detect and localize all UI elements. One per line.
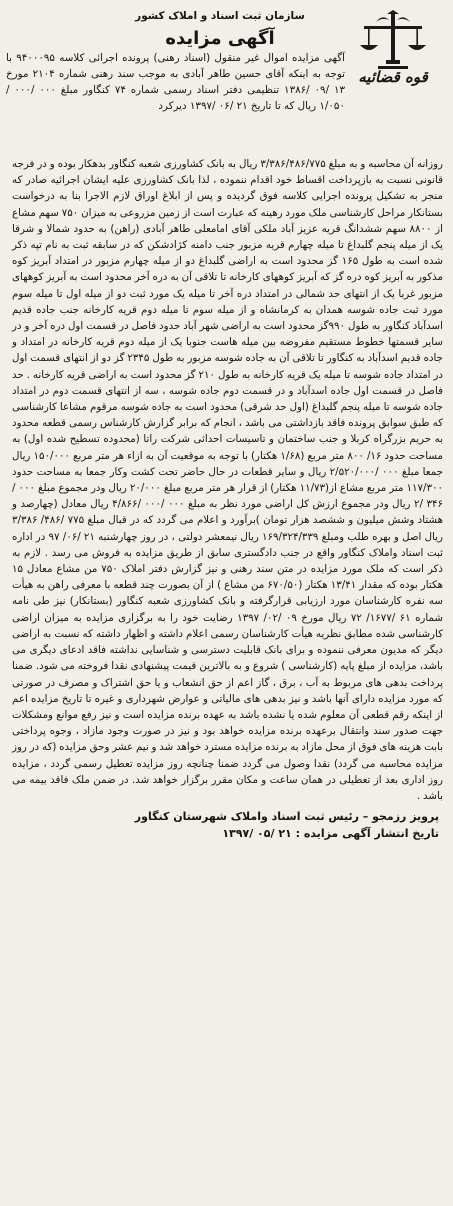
signature-line: پرویز رزمجو – رئیس ثبت اسناد واملاک شهرستان کنگاور (134, 810, 439, 824)
publication-date: تاریخ انتشار آگهی مزایده : ۲۱ /۰۵ /۱۳۹۷ (222, 827, 439, 841)
notice-body: روزانه آن محاسبه و به مبلغ ۳/۳۸۶/۴۸۶/۷۷۵ ریال به بانک کشاورزی شعبه کنگاور بدهکار بوده و در فرجه قانونی نسبت به بازپرداخت اقساط خود اقدام ننموده ، لذا بانک کشاورزی علیه ایشان اجرائیه صادر که منجر به تشکیل پرونده اجرایی کلاسه فوق گردیده و پس از ابلاغ اوراق لازم الاجرا بنا به درخواست بستانکار مراحل کارشناسی ملک مورد رهینه که عبارت است از زمین مزروعی به میزان ۷۵۰ سهم مشاع از ۸۸۰۰ سهم ششدانگ قریه عزیز آباد ملکی آقای امامعلی طاهر آبادی (راهن) به حدود شمالا و شرقا یک از میله پنجم گلبداغ تا میله چهارم قریه مزبور جنب دامنه کژادشکن که در سابقه ثبت به نام تپه ذکر شده است به طول ۱۶۵ گز محدود است به اراضی گلبداغ دو از میله چهارم مزبور در امتداد آبریز کوه مذکور به آبریز کوه دره گز که آبریز کوههای کارخانه تا تلاقی آن به دره آخر محدود است به آبریز کوههای مزبور غربا یک از انتهای حد شمالی در امتداد دره آخر تا میله یک مورد ثبت دو از میله اول تا میله سوم مورد ثبت جاده شوسه همدان به کرمانشاه و از میله سوم تا میله دوم قریه کارخانه جنب جاده قدیم اسدآباد کنگاور به طول ۹۹۰گز محدود است به اراضی شهر آباد حدود فاصل در قسمت اول دره آخر و در سایر قسمتها خطوط مستقیم مفروضه بین میله هاست جنوبا یک از میله دوم قریه کارخانه در امتداد و جاده قدیم اسدآباد به کنگاور تا تلاقی آن به جاده شوسه مزبور به طول ۲۳۴۵ گز دو از انتهای قسمت اول در امتداد جاده شوسه تا میله یک قریه کارخانه به طول ۲۱۰ گز محدود است به اراضی قریه کارخانه . حد فاصل در قسمت اول جاده اسدآباد و در قسمت دوم جاده شوسه ، سه از انتهای قسمت دوم در امتداد جاده شوسه تا میله پنجم گلبداغ (اول حد شرقی) محدود است به جاده شوسه مرقوم مشاعا کارشناسی که طبق سوابق پرونده فاقد بازداشتی می باشد ، انجام که برابر گزارش کارشناس رسمی قطعه محدود به حریم بزرگراه کربلا و جنب ساختمان و تاسیسات احداثی شرکت راتا (محدوده تسطیح شده اول) به مساحت حدود ۱۶/ ۸۰۰ متر مربع (۱/۶۸ هکتار) با توجه به موقعیت آن به ازاء هر متر مربع ۱۵۰/۰۰۰ ریال جمعا مبلغ ۰۰۰ /۲/۵۲۰/۰۰۰ ریال و سایر قطعات در حال حاضر تحت کشت وکار جمعا به مساحت حدود ۱۱۷/۳۰۰ متر مربع مشاع از(۱۱/۷۳ هکتار) از قرار هر متر مربع مبلغ ۲۰/۰۰۰ ریال ودر مجموع مبلغ ۰۰۰ /۳۴۶ /۲ ریال ودر مجموع ارزش کل اراضی مورد نظر به مبلغ ۰۰۰ /۰۰۰ /۴/۸۶۶ ریال معادل (چهارصد و هشتاد وشش میلیون و ششصد هزار تومان )برآورد و اعلام می گردد که در قبال مبلغ ۷۷۵ /۴۸۶/ ۳/۳۸۶ ریال اصل و بهره طلب ومبلغ ۱۶۹/۳۲۴/۳۳۹ ریال نیمعشر دولتی ، در روز چهارشنبه ۲۱ /۰۶/ ۹۷ در اداره ثبت اسناد واملاک کنگاور واقع در جنب دادگستری سابق از طریق مزایده به فروش می رسد . لازم به ذکر است که ملک مورد مزایده در متن سند رهنی و نیز گزارش دفتر املاک ۷۵۰ من مشاع معادل ۱۵ هکتار بوده که مقدار ۱۳/۴۱ هکتار (۶۷۰/۵۰ من مشاع ) از آن بصورت چند قطعه با معرفی راهن به هیأت سه نفره کارشناسان مورد ارزیابی قرارگرفته و بانک کشاورزی شعبه کنگاور (بستانکار) نیز طی نامه شماره ۶۱ /۱۶۷۷/ ۷۲ ریال مورخ ۰۹ /۰۲/ ۱۳۹۷ رضایت خود را به برگزاری مزایده به میزان اراضی کارشناسی شده مطابق نظریه هیأت کارشناسان رسمی اعلام داشته و اظهار داشته که نسبت به اراضی دیگر که مدیون معرفی ننموده و برای بانک قابلیت دسترسی و شناسایی نداشته فاقد ادعای دیگری می باشد، مزایده از مبلغ پایه (کارشناسی ) شروع و به بالاترین قیمت پیشنهادی نقدا فروخته می شود. ضمنا پرداخت بدهی های مربوط به آب ، برق ، گاز اعم از حق انشعاب و یا حق اشتراک و مصرف در صورتی که مورد مزایده دارای آنها باشد و نیز بدهی های مالیاتی و عوارض شهرداری و غیره تا تاریخ مزایده اعم از اینکه رقم قطعی آن معلوم شده یا نشده باشد به عهده برنده مزایده است و نیز رفع موانع ومشکلات جهت صدور سند وانتقال برعهده برنده مزایده خواهد بود و نیز در صورت وجود مازاد ، وجوه پرداختی بابت هزینه های فوق از محل مازاد به برنده مزایده مسترد خواهد شد و نیم عشر وحق مزایده (که در روز مزایده محاسبه می گردد) نقدا وصول می گردد ضمنا چنانچه روز مزایده تعطیل رسمی گردد ، مزایده روز اداری بعد از تعطیلی در همان ساعت و مکان مقرر برگزار خواهد شد. در ضمن ملک فاقد بیمه می باشد . (12, 158, 444, 802)
notice-title: آگهی مزایده (165, 28, 275, 49)
lead-paragraph: آگهی مزایده اموال غیر منقول (اسناد رهنی) پرونده اجرائی کلاسه ۹۴۰۰۰۹۵ با توجه به اینکه آقای حسین طاهر آبادی به موجب سند رهنی شماره ۲۱۰۴ مورخ ۱۳ /۰۹ /۱۳۸۶ تنظیمی دفتر اسناد رسمی شماره ۷۴ کنگاور مبلغ ۰۰۰ /۰۰۰ /۱/۰۵۰ ریال که تا تاریخ ۲۱ /۰۶ /۱۳۹۷ دیرکرد (6, 52, 346, 112)
emblem-icon (356, 10, 430, 70)
organization-name: سازمان ثبت اسناد و املاک کشور (135, 10, 305, 22)
judiciary-emblem (347, 10, 439, 88)
emblem-caption: قوه قضائیه (358, 68, 428, 86)
